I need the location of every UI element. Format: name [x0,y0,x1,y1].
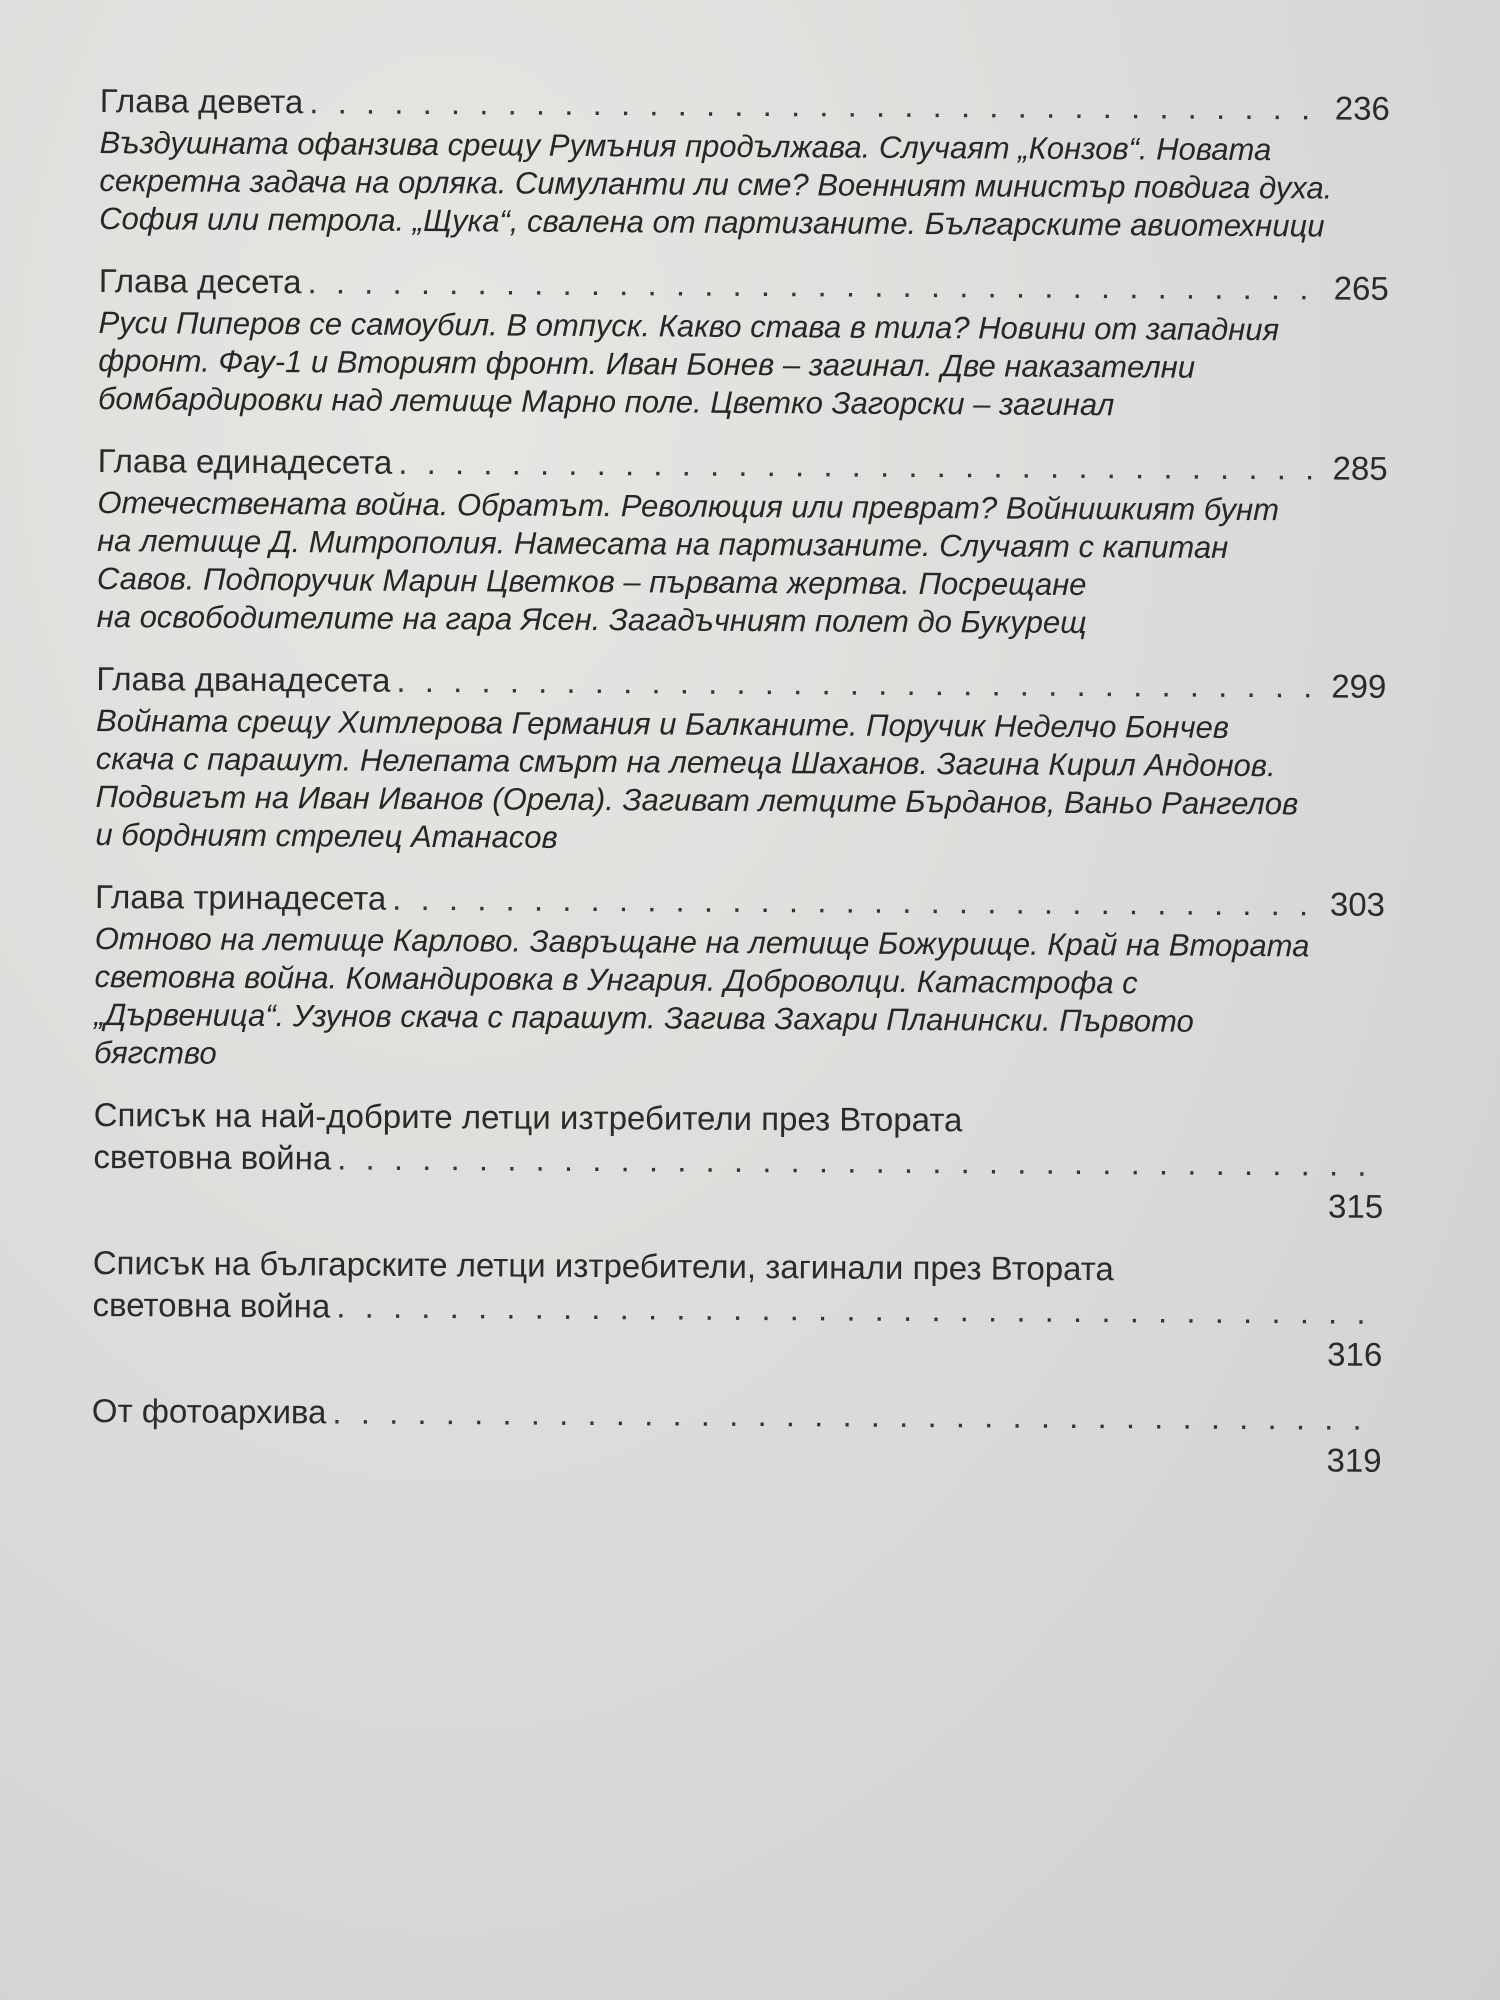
dot-leader [396,660,1325,708]
page-number: 299 [1331,667,1387,705]
dot-leader [337,1137,1377,1185]
chapter-title: Глава единадесета [97,441,393,481]
toc-heading-line [98,440,1388,490]
page-number-row [92,1326,1382,1376]
description-line: Отечествената война. Обратът. Революция или преврат? Войнишкият бунт [97,484,1280,528]
toc-entry-chapter-13 [94,876,1385,1080]
toc-entry-chapter-9 [99,80,1390,246]
toc-heading-line [95,876,1385,926]
dot-leader [336,1285,1376,1333]
page-number: 285 [1332,449,1388,487]
page-number: 303 [1329,885,1386,923]
description-line: София или петрола. „Щука“, свалена от партизаните. Българските авиотехници [99,200,1325,244]
table-of-contents [91,80,1390,1504]
toc-entry-list-best-pilots [93,1094,1384,1228]
description-line: скача с парашут. Нелепата смърт на летеца Шаханов. Загина Кирил Андонов. [95,740,1276,784]
description-line: и бордният стрелец Атанасов [95,816,558,855]
toc-heading-line [99,260,1389,310]
description-line: фронт. Фау-1 и Вторият фронт. Иван Бонев – загинал. Две наказателни [98,342,1196,385]
description-line: „Дървеница“. Узунов скача с парашут. Загива Захари Планински. Първото [94,996,1194,1039]
description-line: Подвигът на Иван Иванов (Орела). Загиват летците Бърданов, Ваньо Рангелов [95,778,1299,822]
chapter-title: Глава девета [99,81,304,121]
toc-entry-chapter-12 [95,658,1386,862]
toc-entry-photo-archive [91,1390,1381,1482]
page-number: 236 [1334,89,1390,127]
chapter-description [97,484,1388,644]
toc-heading-line [96,658,1386,708]
page-number: 319 [1326,1441,1382,1479]
description-line: Въздушната офанзива срещу Румъния продължава. Случаят „Конзов“. Новата [99,124,1272,168]
toc-heading-line [92,1390,1382,1440]
toc-entry-chapter-10 [98,260,1389,426]
list-title-line: световна война [92,1285,331,1325]
description-line: Войната срещу Хитлерова Германия и Балканите. Поручик Неделчо Бончев [95,702,1230,745]
chapter-description [94,920,1385,1080]
description-line: на освободителите на гара Ясен. Загадъчният полет до Букурещ [96,598,1087,641]
dot-leader [392,878,1324,926]
list-title-line: световна война [93,1137,332,1177]
toc-heading-line [93,1136,1383,1186]
photo-archive-title: От фотоархива [91,1391,327,1431]
page-number: 316 [1327,1335,1383,1373]
toc-heading-line [92,1284,1382,1334]
dot-leader [307,261,1327,309]
list-title-line: Списък на най-добрите летци изтребители през Втората [93,1095,963,1139]
description-line: Руси Пиперов се самоубил. В отпуск. Какво става в тила? Новини от западния [98,304,1280,348]
description-line: Савов. Подпоручик Марин Цветков – първата жертва. Посрещане [96,560,1087,603]
dot-leader [332,1391,1376,1439]
page-number-row [91,1432,1381,1482]
description-line: на летище Д. Митрополия. Намесата на партизаните. Случаят с капитан [97,522,1229,565]
description-line: Отново на летище Карлово. Завръщане на летище Божурище. Край на Втората [94,920,1310,964]
page-number-row [93,1178,1383,1228]
dot-leader [309,81,1329,129]
dot-leader [398,442,1327,490]
page-number: 265 [1333,269,1389,307]
chapter-description [99,124,1390,246]
toc-entry-chapter-11 [97,440,1388,644]
description-line: бомбардировки над летище Марно поле. Цветко Загорски – загинал [97,380,1115,423]
chapter-title: Глава десета [98,261,302,301]
page-number: 315 [1327,1187,1384,1225]
description-line: световна война. Командировка в Унгария. Доброволци. Катастрофа с [94,958,1138,1001]
chapter-title: Глава дванадесета [96,659,391,699]
toc-heading-line [100,80,1390,130]
chapter-description [95,702,1386,862]
chapter-title: Глава тринадесета [94,877,387,917]
chapter-description [98,304,1389,426]
description-line: секретна задача на орляка. Симуланти ли сме? Военният министър повдига духа. [99,162,1333,206]
toc-entry-list-fallen-pilots [92,1242,1383,1376]
description-line: бягство [93,1034,217,1071]
list-title-line: Списък на българските летци изтребители, загинали през Втората [92,1243,1114,1288]
